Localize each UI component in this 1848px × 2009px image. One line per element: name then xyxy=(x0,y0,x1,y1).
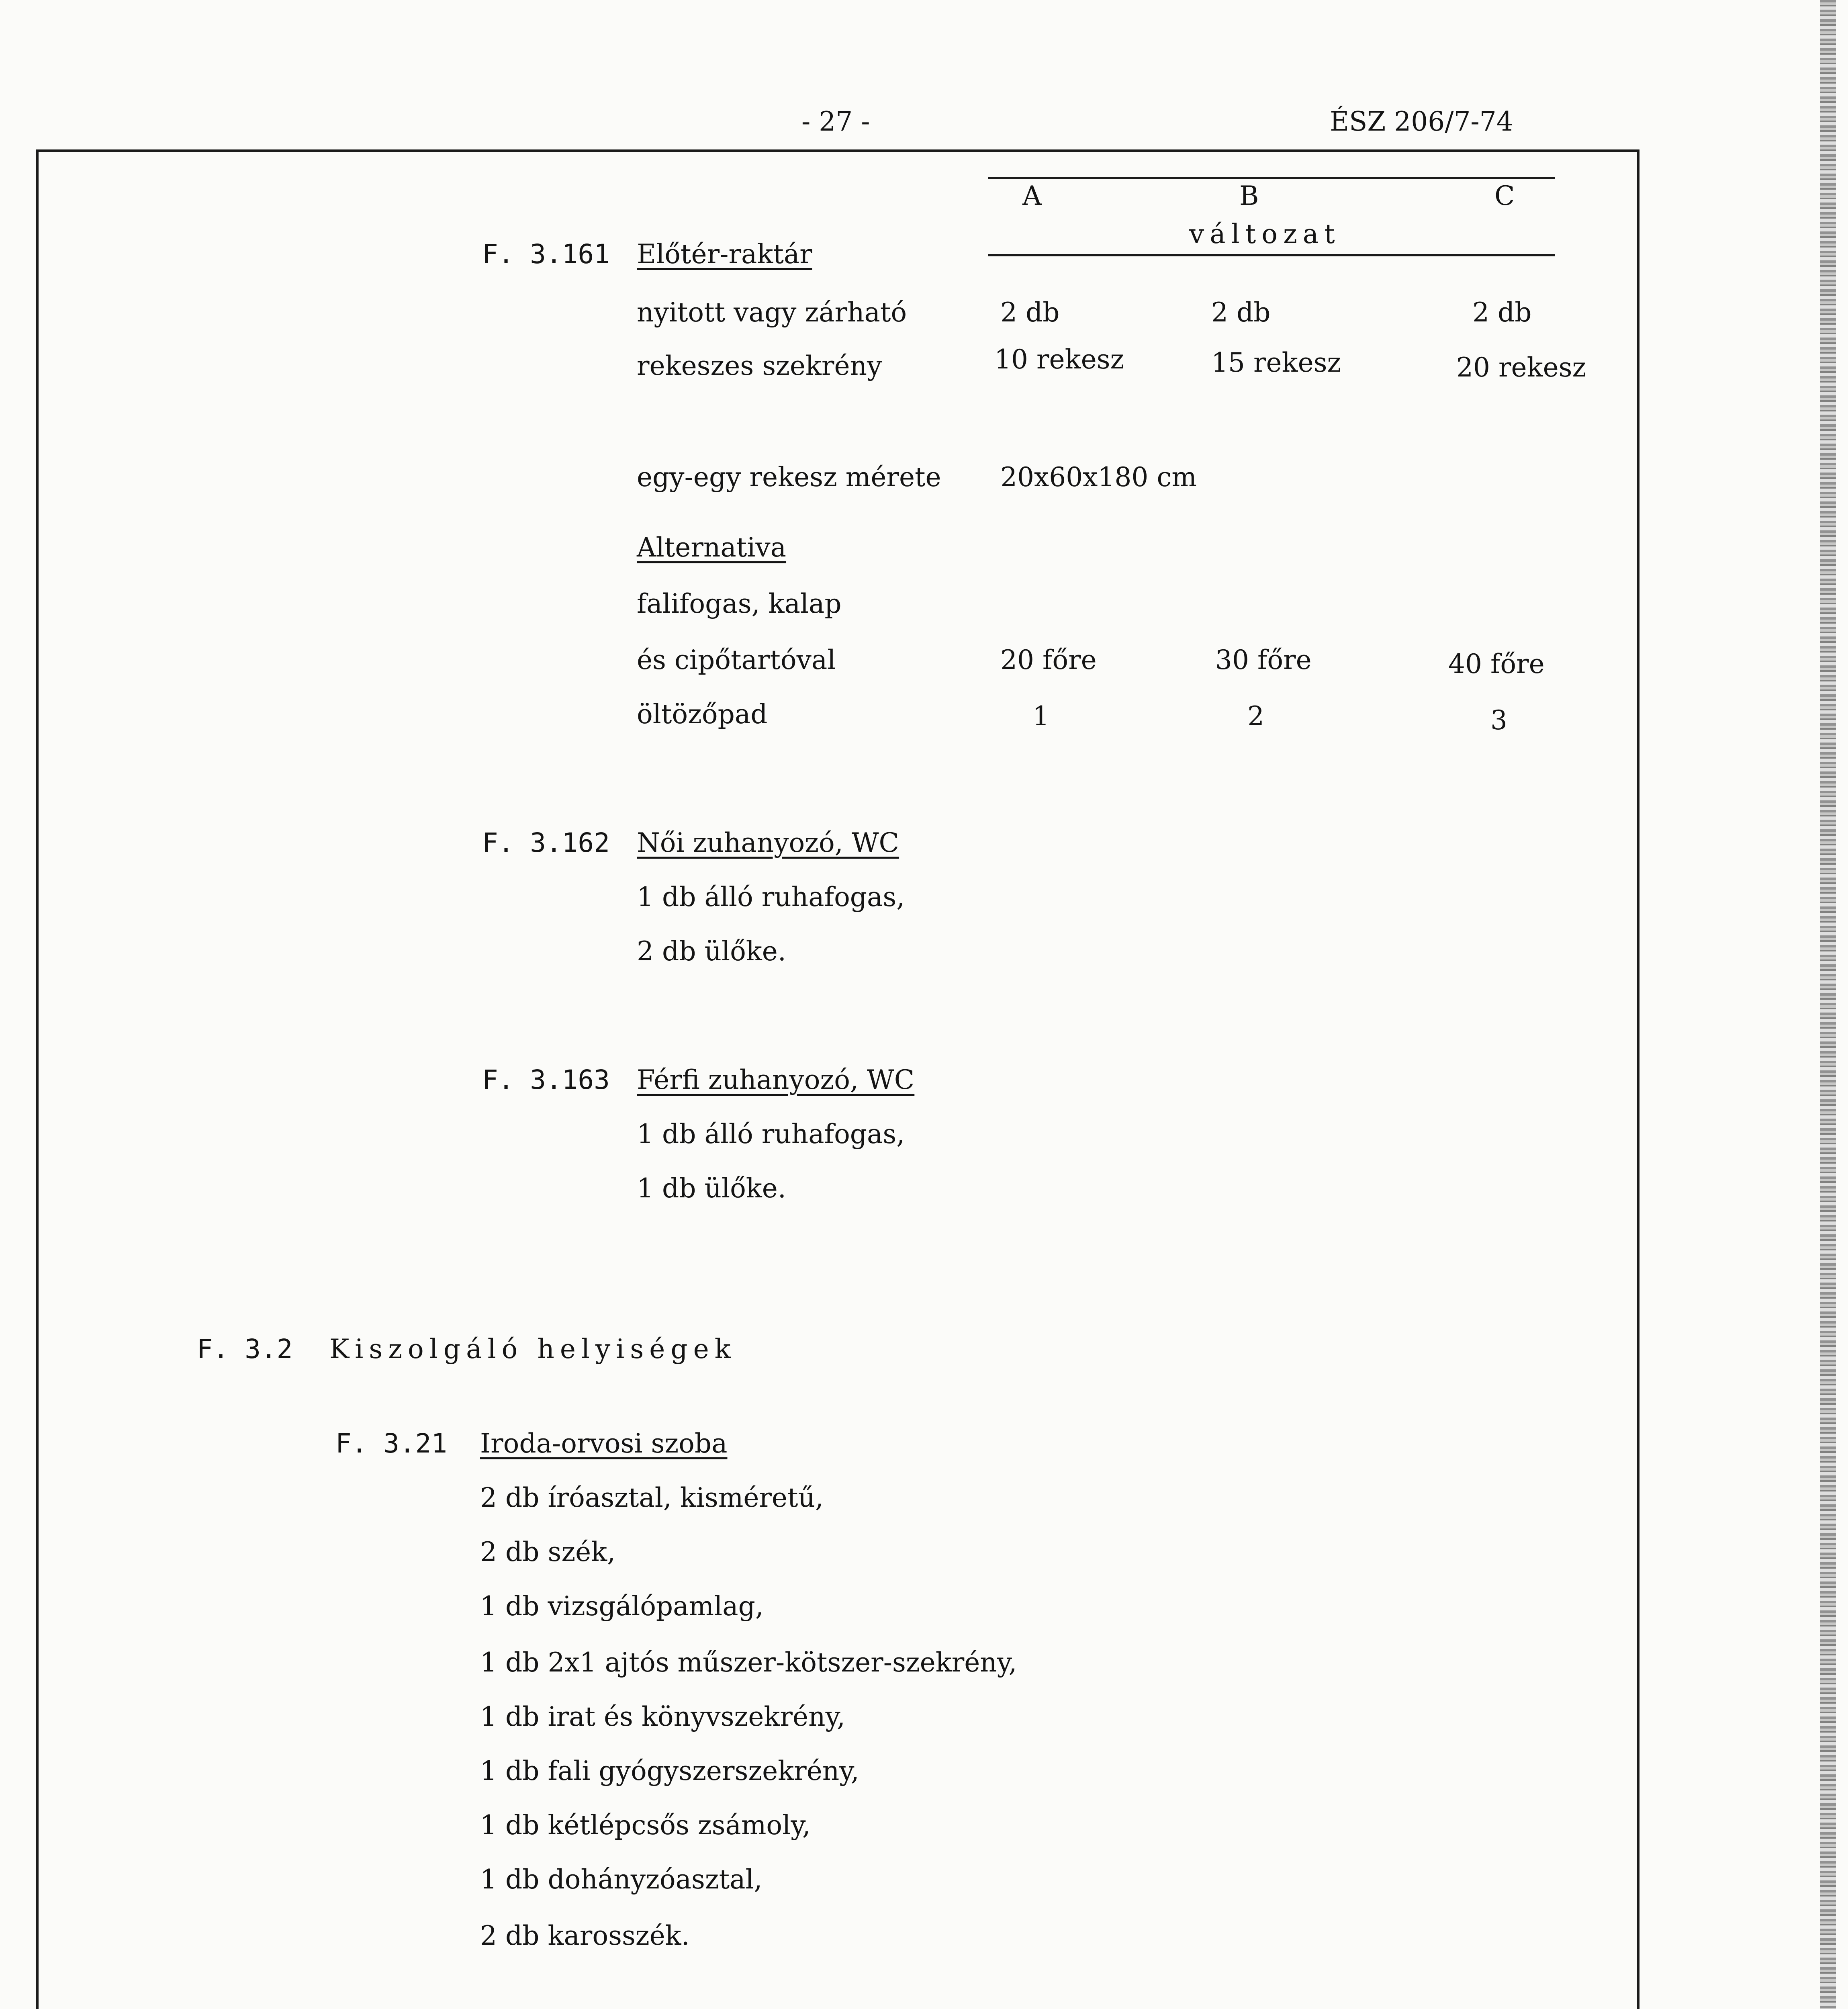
row-label: falifogas, kalap xyxy=(637,588,842,619)
frame-top-line xyxy=(36,149,1639,152)
cell-b: 30 főre xyxy=(1215,644,1312,675)
column-b-header: B xyxy=(1239,180,1259,211)
cell-a: 2 db xyxy=(1000,297,1060,328)
list-item: 1 db álló ruhafogas, xyxy=(637,1119,905,1150)
chapter-title: Kiszolgáló helyiségek xyxy=(329,1334,736,1365)
cell-a: 10 rekesz xyxy=(994,344,1124,375)
chapter-code: F. 3.2 xyxy=(197,1334,293,1365)
list-item: 2 db karosszék. xyxy=(480,1920,690,1951)
size-value: 20x60x180 cm xyxy=(1000,462,1197,493)
cell-b: 15 rekesz xyxy=(1211,347,1341,378)
table-top-rule xyxy=(988,177,1555,179)
section-code: F. 3.161 xyxy=(482,239,610,270)
section-code: F. 3.162 xyxy=(482,827,610,858)
table-mid-rule xyxy=(988,254,1555,256)
section-title: Női zuhanyozó, WC xyxy=(637,827,899,858)
alternative-title: Alternativa xyxy=(637,532,787,563)
cell-a: 20 főre xyxy=(1000,644,1097,675)
cell-c: 2 db xyxy=(1472,297,1532,328)
cell-a: 1 xyxy=(1032,701,1049,732)
variant-label: változat xyxy=(1189,219,1341,250)
list-item: 1 db dohányzóasztal, xyxy=(480,1864,763,1895)
row-label: rekeszes szekrény xyxy=(637,350,882,381)
list-item: 1 db 2x1 ajtós műszer-kötszer-szekrény, xyxy=(480,1647,1017,1678)
column-c-header: C xyxy=(1494,180,1515,211)
section-code: F. 3.21 xyxy=(335,1428,448,1459)
list-item: 2 db ülőke. xyxy=(637,936,786,967)
list-item: 2 db íróasztal, kisméretű, xyxy=(480,1482,824,1513)
doc-code: ÉSZ 206/7-74 xyxy=(1330,106,1513,137)
row-label: és cipőtartóval xyxy=(637,644,836,675)
frame-right-line xyxy=(1637,149,1639,2009)
row-label: öltözőpad xyxy=(637,699,768,730)
cell-c: 20 rekesz xyxy=(1456,352,1586,383)
page-number: - 27 - xyxy=(801,106,870,137)
list-item: 1 db ülőke. xyxy=(637,1173,786,1204)
scan-edge xyxy=(1820,0,1836,2009)
list-item: 1 db fali gyógyszerszekrény, xyxy=(480,1755,859,1786)
section-code: F. 3.163 xyxy=(482,1064,610,1095)
section-title: Férfi zuhanyozó, WC xyxy=(637,1064,915,1095)
list-item: 1 db vizsgálópamlag, xyxy=(480,1591,764,1622)
cell-b: 2 db xyxy=(1211,297,1271,328)
section-title: Előtér-raktár xyxy=(637,239,812,270)
list-item: 1 db álló ruhafogas, xyxy=(637,882,905,912)
list-item: 2 db szék, xyxy=(480,1536,616,1567)
row-label: egy-egy rekesz mérete xyxy=(637,462,941,493)
section-title: Iroda-orvosi szoba xyxy=(480,1428,728,1459)
list-item: 1 db kétlépcsős zsámoly, xyxy=(480,1810,811,1841)
cell-c: 40 főre xyxy=(1448,649,1545,679)
column-a-header: A xyxy=(1022,180,1042,211)
cell-c: 3 xyxy=(1490,705,1507,736)
frame-left-line xyxy=(36,149,39,2009)
cell-b: 2 xyxy=(1247,701,1264,732)
row-label: nyitott vagy zárható xyxy=(637,297,907,328)
list-item: 1 db irat és könyvszekrény, xyxy=(480,1701,845,1732)
